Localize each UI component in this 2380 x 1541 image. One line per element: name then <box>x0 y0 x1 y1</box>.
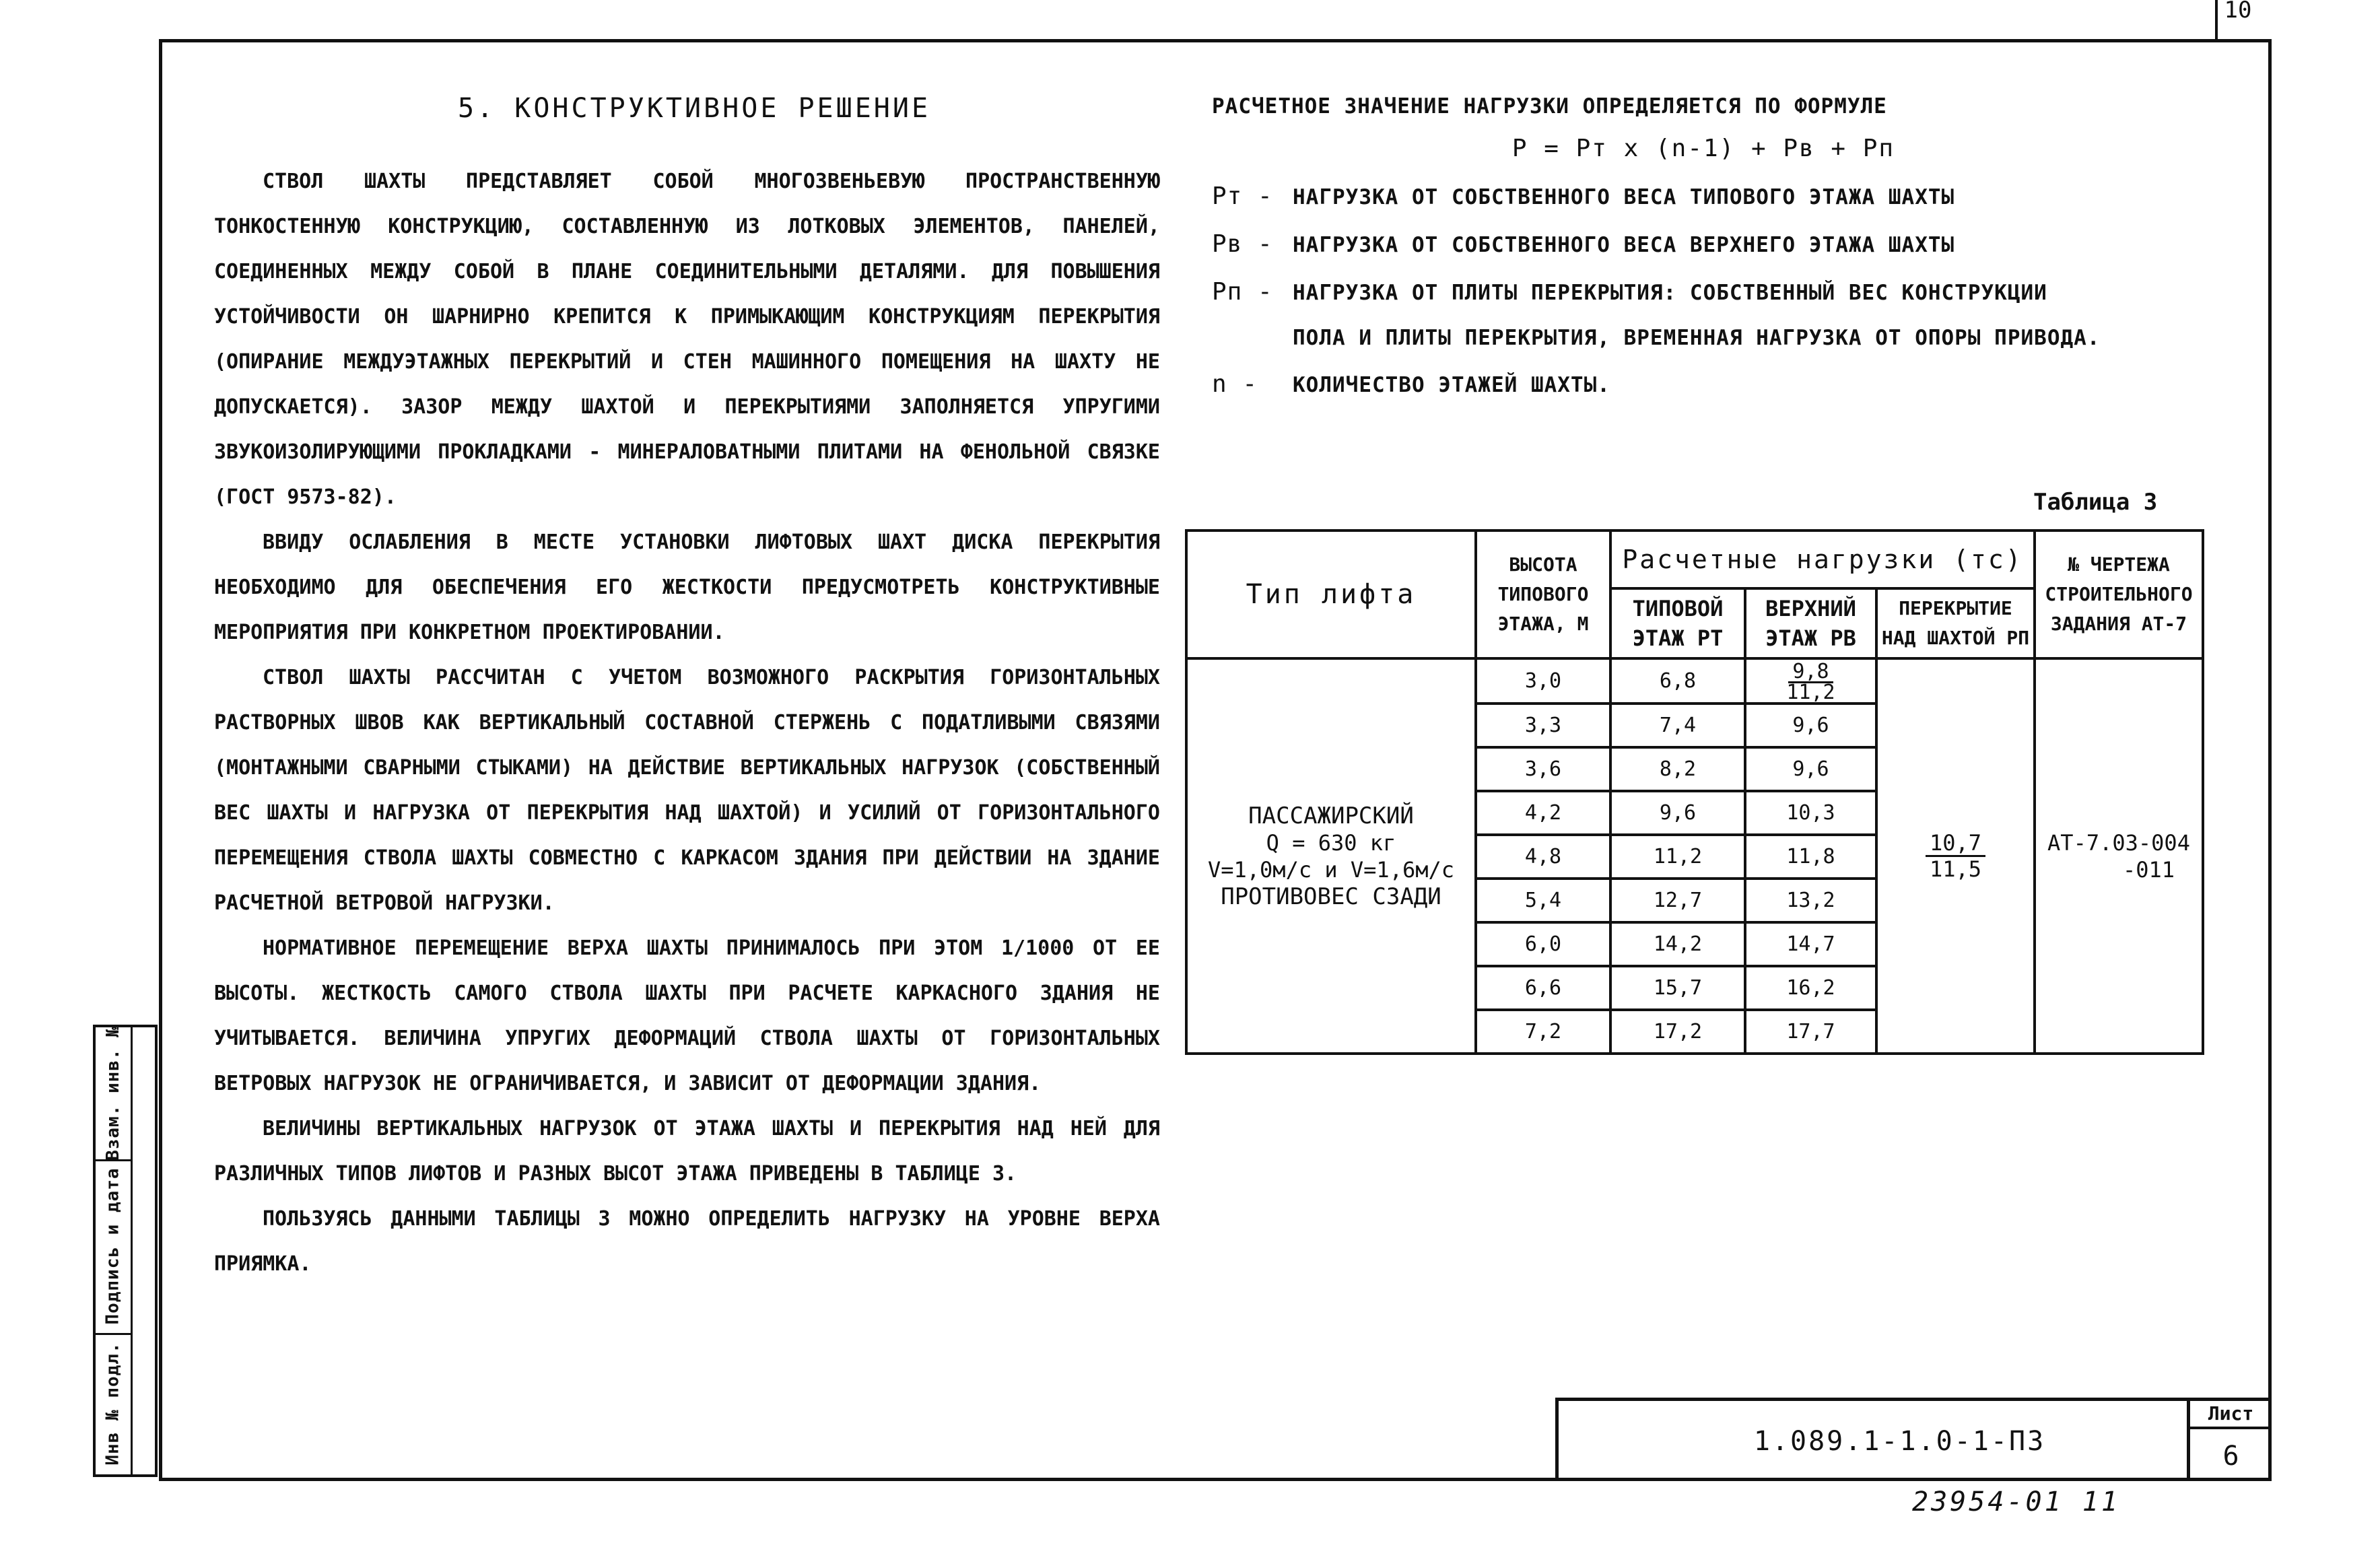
paragraph-table-reference: ВЕЛИЧИНЫ ВЕРТИКАЛЬНЫХ НАГРУЗОК ОТ ЭТАЖА ШАХТЫ И ПЕРЕКРЫТИЯ НАД НЕЙ ДЛЯ РАЗЛИЧНЫХ ТИПОВ ЛИФТОВ И РАЗНЫХ ВЫСОТ ЭТАЖА ПРИВЕДЕНЫ В ТАБЛИЦЕ 3. <box>214 1117 1160 1186</box>
fraction-denominator: 11,5 <box>1929 856 1982 882</box>
formula-block <box>1212 94 2195 398</box>
slab-load-cell <box>1876 658 2035 1054</box>
definition-pp <box>1212 278 2195 306</box>
drawing-code-cell <box>2035 658 2203 1054</box>
sheet-number: 6 <box>2222 1441 2239 1472</box>
cell-typical: 6,8 <box>1610 658 1745 704</box>
table-caption: Таблица 3 <box>2033 489 2158 516</box>
fraction-numerator: 9,8 <box>1788 662 1833 683</box>
left-stamp <box>93 1025 158 1477</box>
cell-typical: 15,7 <box>1610 966 1745 1010</box>
paragraph-floor-disk: ВВИДУ ОСЛАБЛЕНИЯ В МЕСТЕ УСТАНОВКИ ЛИФТОВЫХ ШАХТ ДИСКА ПЕРЕКРЫТИЯ НЕОБХОДИМО ДЛЯ ОБЕСПЕЧЕНИЯ ЕГО ЖЕСТКОСТИ ПРЕДУСМОТРЕТЬ КОНСТРУКТИВНЫЕ МЕРОПРИЯТИЯ ПРИ КОНКРЕТНОМ ПРОЕКТИРОВАНИИ. <box>214 530 1160 644</box>
lift-counterweight: ПРОТИВОВЕС СЗАДИ <box>1221 883 1441 910</box>
stamp-replaced-inv-label: Взам. инв. № <box>103 1026 123 1161</box>
cell-typical: 8,2 <box>1610 747 1745 791</box>
formula-intro: РАСЧЕТНОЕ ЗНАЧЕНИЕ НАГРУЗКИ ОПРЕДЕЛЯЕТСЯ ПО ФОРМУЛЕ <box>1212 94 1887 118</box>
cell-height: 3,0 <box>1476 658 1610 704</box>
definition-symbol: Pп - <box>1212 278 1273 306</box>
cell-typical: 9,6 <box>1610 791 1745 835</box>
header-typical-floor: ТИПОВОЙ ЭТАЖ PТ <box>1610 588 1745 658</box>
formula-expression: P = Pт x (n-1) + Pв + Pп <box>1511 135 1895 162</box>
stamp-divider <box>131 1027 133 1474</box>
cell-height: 5,4 <box>1476 879 1610 922</box>
definition-pp-continued: ПОЛА И ПЛИТЫ ПЕРЕКРЫТИЯ, ВРЕМЕННАЯ НАГРУЗКА ОТ ОПОРЫ ПРИВОДА. <box>1293 326 2101 350</box>
definition-symbol: Pт - <box>1212 182 1273 210</box>
definition-text: НАГРУЗКА ОТ СОБСТВЕННОГО ВЕСА ВЕРХНЕГО ЭТАЖА ШАХТЫ <box>1293 233 1955 257</box>
loads-table <box>1185 529 2204 1055</box>
lift-type-cell <box>1186 658 1476 1054</box>
definition-pt <box>1212 182 2195 210</box>
cell-typical: 7,4 <box>1610 704 1745 747</box>
cell-height: 7,2 <box>1476 1010 1610 1054</box>
drawing-code-line2: -011 <box>2122 856 2175 883</box>
stamp-inv-orig-label: Инв № подл. <box>103 1342 123 1466</box>
stamp-inv-orig <box>96 1333 131 1474</box>
definition-text: КОЛИЧЕСТВО ЭТАЖЕЙ ШАХТЫ. <box>1293 373 1610 397</box>
fraction <box>1786 662 1835 702</box>
stamp-sign-date <box>96 1159 131 1335</box>
header-lift-type: Тип лифта <box>1186 530 1476 658</box>
cell-height: 6,6 <box>1476 966 1610 1010</box>
fraction-denominator: 11,2 <box>1786 681 1835 704</box>
document-code: 1.089.1-1.0-1-ПЗ <box>1753 1425 2046 1457</box>
definition-symbol: Pв - <box>1212 230 1273 258</box>
cell-typical: 14,2 <box>1610 922 1745 966</box>
lift-speed: V=1,0м/с и V=1,6м/с <box>1207 856 1455 883</box>
cell-typical: 17,2 <box>1610 1010 1745 1054</box>
header-floor-height: ВЫСОТА ТИПОВОГО ЭТАЖА, М <box>1476 530 1610 658</box>
definition-text: НАГРУЗКА ОТ ПЛИТЫ ПЕРЕКРЫТИЯ: СОБСТВЕННЫЙ ВЕС КОНСТРУКЦИИ <box>1293 281 2047 305</box>
sheet-block <box>2187 1398 2272 1481</box>
cell-height: 3,6 <box>1476 747 1610 791</box>
cell-top: 16,2 <box>1745 966 1876 1010</box>
definition-symbol: n - <box>1212 370 1258 398</box>
fraction <box>1926 831 1985 881</box>
definition-n <box>1212 370 2195 398</box>
body-text <box>214 159 1160 1287</box>
cell-height: 3,3 <box>1476 704 1610 747</box>
lift-type-name: ПАССАЖИРСКИЙ <box>1248 802 1414 829</box>
stamp-sign-date-label: Подпись и дата <box>103 1167 123 1325</box>
paragraph-shaft-structure: СТВОЛ ШАХТЫ ПРЕДСТАВЛЯЕТ СОБОЙ МНОГОЗВЕНЬЕВУЮ ПРОСТРАНСТВЕННУЮ ТОНКОСТЕННУЮ КОНСТРУКЦИЮ, СОСТАВЛЕННУЮ ИЗ ЛОТКОВЫХ ЭЛЕМЕНТОВ, ПАНЕЛЕЙ, СОЕДИНЕННЫХ МЕЖДУ СОБОЙ В ПЛАНЕ СОЕДИНИТЕЛЬНЫМИ ДЕТАЛЯМИ. ДЛЯ ПОВЫШЕНИЯ УСТОЙЧИВОСТИ ОН ШАРНИРНО КРЕПИТСЯ К ПРИМЫКАЮЩИМ КОНСТРУКЦИЯМ ПЕРЕКРЫТИЯ (ОПИРАНИЕ МЕЖДУЭТАЖНЫХ ПЕРЕКРЫТИЙ И СТЕН МАШИННОГО ПОМЕЩЕНИЯ НА ШАХТУ НЕ ДОПУСКАЕТСЯ). ЗАЗОР МЕЖДУ ШАХТОЙ И ПЕРЕКРЫТИЯМИ ЗАПОЛНЯЕТСЯ УПРУГИМИ ЗВУКОИЗОЛИРУЮЩИМИ ПРОКЛАДКАМИ - МИНЕРАЛОВАТНЫМИ ПЛИТАМИ НА ФЕНОЛЬНОЙ СВЯЗКЕ (ГОСТ 9573-82). <box>214 170 1160 509</box>
cell-top: 9,6 <box>1745 704 1876 747</box>
cell-top <box>1745 658 1876 704</box>
paragraph-calculation: СТВОЛ ШАХТЫ РАССЧИТАН С УЧЕТОМ ВОЗМОЖНОГО РАСКРЫТИЯ ГОРИЗОНТАЛЬНЫХ РАСТВОРНЫХ ШВОВ КАК ВЕРТИКАЛЬНЫЙ СОСТАВНОЙ СТЕРЖЕНЬ С ПОДАТЛИВЫМИ СВЯЗЯМИ (МОНТАЖНЫМИ СВАРНЫМИ СТЫКАМИ) НА ДЕЙСТВИЕ ВЕРТИКАЛЬНЫХ НАГРУЗОК (СОБСТВЕННЫЙ ВЕС ШАХТЫ И НАГРУЗКА ОТ ПЕРЕКРЫТИЯ НАД ШАХТОЙ) И УСИЛИЙ ОТ ГОРИЗОНТАЛЬНОГО ПЕРЕМЕЩЕНИЯ СТВОЛА ШАХТЫ СОВМЕСТНО С КАРКАСОМ ЗДАНИЯ ПРИ ДЕЙСТВИИ НА ЗДАНИЕ РАСЧЕТНОЙ ВЕТРОВОЙ НАГРУЗКИ. <box>214 666 1160 915</box>
drawing-code-line1: АТ-7.03-004 <box>2047 829 2190 856</box>
cell-top: 10,3 <box>1745 791 1876 835</box>
top-corner-page: 10 <box>2215 0 2258 39</box>
cell-top: 14,7 <box>1745 922 1876 966</box>
section-title: 5. КОНСТРУКТИВНОЕ РЕШЕНИЕ <box>458 93 931 124</box>
lift-capacity: Q = 630 кг <box>1266 829 1396 856</box>
definition-text: НАГРУЗКА ОТ СОБСТВЕННОГО ВЕСА ТИПОВОГО ЭТАЖА ШАХТЫ <box>1293 185 1955 209</box>
paragraph-usage: ПОЛЬЗУЯСЬ ДАННЫМИ ТАБЛИЦЫ 3 МОЖНО ОПРЕДЕЛИТЬ НАГРУЗКУ НА УРОВНЕ ВЕРХА ПРИЯМКА. <box>214 1207 1160 1276</box>
cell-typical: 11,2 <box>1610 835 1745 879</box>
cell-typical: 12,7 <box>1610 879 1745 922</box>
cell-height: 6,0 <box>1476 922 1610 966</box>
cell-top: 17,7 <box>1745 1010 1876 1054</box>
sheet-label: Лист <box>2190 1401 2272 1429</box>
cell-height: 4,2 <box>1476 791 1610 835</box>
archive-number: 23954-01 11 <box>1912 1486 2120 1517</box>
header-design-loads: Расчетные нагрузки (тс) <box>1610 530 2035 588</box>
definition-pv <box>1212 230 2195 258</box>
fraction-numerator: 10,7 <box>1926 831 1985 857</box>
header-slab-over-shaft: ПЕРЕКРЫТИЕ НАД ШАХТОЙ PП <box>1876 588 2035 658</box>
cell-top: 9,6 <box>1745 747 1876 791</box>
header-drawing-number: № ЧЕРТЕЖА СТРОИТЕЛЬНОГО ЗАДАНИЯ АТ-7 <box>2035 530 2203 658</box>
cell-height: 4,8 <box>1476 835 1610 879</box>
cell-top: 13,2 <box>1745 879 1876 922</box>
header-top-floor: ВЕРХНИЙ ЭТАЖ PВ <box>1745 588 1876 658</box>
cell-top: 11,8 <box>1745 835 1876 879</box>
paragraph-displacement: НОРМАТИВНОЕ ПЕРЕМЕЩЕНИЕ ВЕРХА ШАХТЫ ПРИНИМАЛОСЬ ПРИ ЭТОМ 1/1000 ОТ ЕЕ ВЫСОТЫ. ЖЕСТКОСТЬ САМОГО СТВОЛА ШАХТЫ ПРИ РАСЧЕТЕ КАРКАСНОГО ЗДАНИЯ НЕ УЧИТЫВАЕТСЯ. ВЕЛИЧИНА УПРУГИХ ДЕФОРМАЦИЙ СТВОЛА ШАХТЫ ОТ ГОРИЗОНТАЛЬНЫХ ВЕТРОВЫХ НАГРУЗОК НЕ ОГРАНИЧИВАЕТСЯ, И ЗАВИСИТ ОТ ДЕФОРМАЦИИ ЗДАНИЯ. <box>214 936 1160 1095</box>
document-code-block <box>1555 1398 2241 1481</box>
stamp-replaced-inv <box>96 1027 131 1161</box>
